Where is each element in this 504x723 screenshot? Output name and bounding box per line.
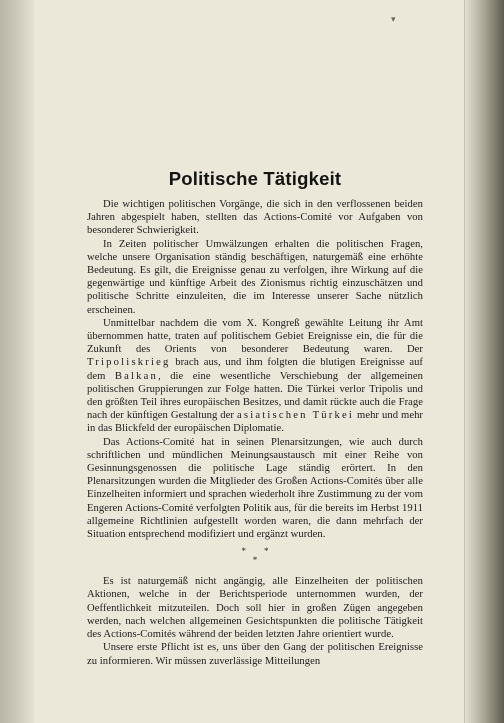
paragraph-5: Es ist naturgemäß nicht angängig, alle Einzelheiten der politischen Aktionen, welche in der Berichtsperiode unternommen wurden, der Oeffentlichkeit mitzuteilen. Doch soll hier in großen Zügen angegeben werden, nach welchen allgemeinen Gesichtspunkten die politische Tätigkeit des Actions-Comités während der beiden letzten Jahre orientiert wurde. xyxy=(87,576,423,641)
section-break-asterisks: * * * xyxy=(241,546,269,566)
paragraph-3-text-b: brach aus, und ihm folgten die blutigen Ereignisse auf dem xyxy=(87,357,423,382)
paragraph-1-text: Die wichtigen politischen Vorgänge, die sich in den verflossenen beiden Jahren abgespielt haben, stellten das Actions-Comité vor Aufgaben von besonderer Schwierigkeit. xyxy=(87,199,423,237)
spaced-term-balkan: Balkan xyxy=(114,370,159,382)
book-page xyxy=(34,0,464,723)
page-content xyxy=(87,168,423,668)
paragraph-3-text-a: Unmittelbar nachdem die vom X. Kongreß gewählte Leitung ihr Amt übernommen hatte, traten auf politischem Gebiet Ereignisse ein, die für die Zukunft des Orients von besonderer Bedeutung waren. Der xyxy=(87,317,423,356)
paragraph-2 xyxy=(87,238,423,317)
book-gutter xyxy=(0,0,34,723)
spaced-term-asiatische-tuerkei: asiatischen Türkei xyxy=(236,410,355,422)
page-edge-line xyxy=(464,0,465,723)
paragraph-2-text: In Zeiten politischer Umwälzungen erhalten die politischen Fragen, welche unsere Organisation ständig beschäftigen, naturgemäß eine erhöhte Bedeutung. Es gilt, die Ereignisse genau zu verfolgen, ihre Wirkung auf die gegenwärtige und künftige Arbeit des Zionismus richtig einzuschätzen und politische Schritte einzuleiten, die im Interesse unserer Sache nützlich erscheinen. xyxy=(87,238,423,316)
corner-mark: ▾ xyxy=(391,14,396,24)
paragraph-3 xyxy=(87,317,423,436)
paragraph-1 xyxy=(87,198,423,238)
spaced-term-tripoliskrieg: Tripoliskrieg xyxy=(87,357,171,369)
page-edge-shadow xyxy=(462,0,504,723)
paragraph-4 xyxy=(87,436,423,542)
page-title: Politische Tätigkeit xyxy=(168,168,342,189)
paragraph-3-text-d: mehr und mehr in das Blickfeld der europäischen Diplomatie. xyxy=(87,410,423,435)
paragraph-6: Unsere erste Pflicht ist es, uns über den Gang der politischen Ereignisse zu informieren. Wir müssen zuverlässige Mitteilungen xyxy=(87,642,423,667)
paragraph-3-text-c: , die eine wesentliche Verschiebung der allgemeinen politischen Gruppierungen zur Folge hatten. Die Türkei verlor Tripolis und den größten Teil ihres europäischen Besitzes, und damit rückte auch die Frage nach der künftigen Gestaltung der xyxy=(87,370,423,422)
paragraph-4-text: Das Actions-Comité hat in seinen Plenarsitzungen, wie auch durch schriftlichen und mündlichen Meinungsaustausch mit einer Reihe von Gesinnungsgenossen die politische Lage ständig erörtert. In den Plenarsitzungen wurden die Mitglieder des Großen Actions-Comités über alle Einzelheiten informiert und sprachen wiederholt ihre Zustimmung zu der vom Engeren Actions-Comité verfolgten Politik aus, für die bereits im Herbst 1911 allgemeine Richtlinien aufgestellt worden waren, die dann mehrfach der Situation entsprechend modifiziert und ergänzt wurden. xyxy=(87,436,423,541)
